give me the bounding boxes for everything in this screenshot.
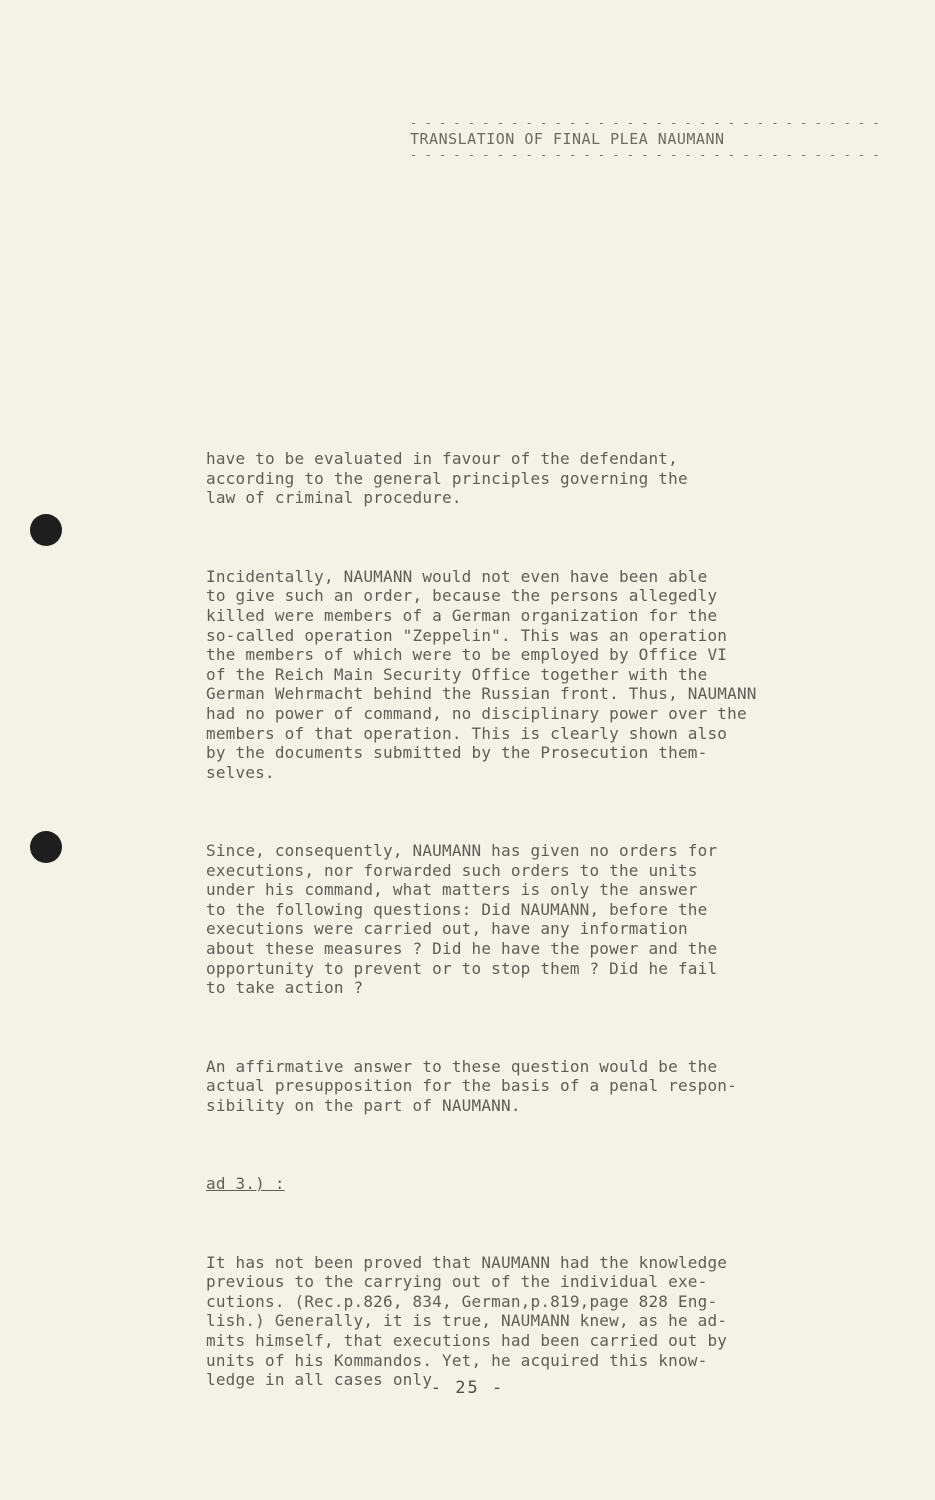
header-rule-bottom: - - - - - - - - - - - - - - - - - - - - - - - - - - - - - - - - - [410, 148, 880, 162]
document-title: TRANSLATION OF FINAL PLEA NAUMANN [410, 130, 725, 148]
punch-hole-top [30, 514, 62, 546]
paragraph: Since, consequently, NAUMANN has given no orders for executions, nor forwarded such orders to the units under his command, what matters is only the answer to the following questions: Did NAUMANN, before the executions were carried out, have any information about these measures ? Did he have the power and the opportunity to prevent or to stop them ? Did he fail to take action ? [206, 841, 718, 998]
paragraph: Incidentally, NAUMANN would not even have been able to give such an order, because the persons allegedly killed were members of a German organization for the so-called operation "Zeppelin". This was an operation the members of which were to be employed by Office VI of the Reich Main Security Office together with the German Wehrmacht behind the Russian front. Thus, NAUMANN had no power of command, no disciplinary power over the members of that operation. This is clearly shown also by the documents submitted by the Prosecution them- selves. [206, 566, 757, 782]
document-header [410, 116, 880, 162]
paragraph: have to be evaluated in favour of the defendant, according to the general principles governing the law of criminal procedure. [206, 449, 688, 508]
document-body [206, 410, 886, 1448]
page-number: - 25 - [430, 1378, 505, 1398]
punch-hole-bottom [30, 831, 62, 863]
section-subheading: ad 3.) : [206, 1174, 285, 1194]
paragraph: An affirmative answer to these question would be the actual presupposition for the basis of a penal respon- sibility on the part of NAUMANN. [206, 1056, 737, 1115]
header-rule-top: - - - - - - - - - - - - - - - - - - - - - - - - - - - - - - - - - [410, 116, 880, 130]
paragraph: It has not been proved that NAUMANN had the knowledge previous to the carrying out of the individual exe- cutions. (Rec.p.826, 834, German,p.819,page 828 Eng- lish.) Generally, it is true, NAUMANN knew, as he ad- mits himself, that executions had been carried out by units of his Kommandos. Yet, he acquired this know- ledge in all cases only [206, 1252, 728, 1390]
